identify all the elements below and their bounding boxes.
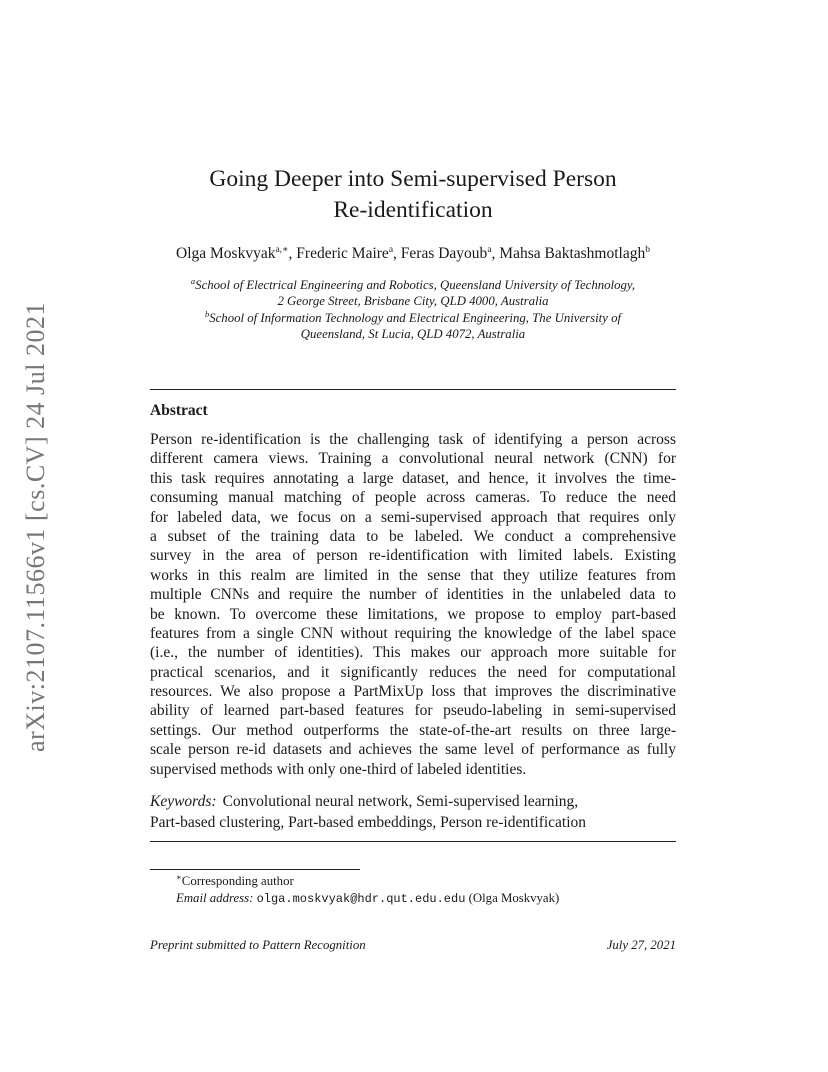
abstract-line: practical scenarios, and it significantly reduces the need for computational [150, 663, 676, 681]
abstract-line: consuming manual matching of people across cameras. To reduce the need [150, 489, 676, 507]
abstract-line: ability of learned part-based features for pseudo-labeling in semi-supervised [150, 702, 676, 720]
abstract-line: survey in the area of person re-identification with limited labels. Existing [150, 547, 676, 565]
preprint-journal: Preprint submitted to Pattern Recognition [150, 938, 366, 952]
preprint-date: July 27, 2021 [606, 938, 676, 952]
email-owner: (Olga Moskvyak) [468, 891, 560, 905]
email-label: Email address: [176, 891, 254, 905]
author-name: Mahsa Baktashmotlagh [499, 245, 646, 262]
author-affiliation-marker: b [645, 245, 650, 255]
arxiv-identifier: arXiv:2107.11566v1 [cs.CV] 24 Jul 2021 [21, 302, 50, 752]
abstract-body [150, 430, 676, 779]
author-separator: , [393, 245, 401, 262]
affiliation-b-marker: b [204, 308, 210, 319]
author-affiliation-marker: a [388, 245, 394, 255]
affiliation-b-text-1: School of Information Technology and Electrical Engineering, The University of [209, 310, 622, 325]
footnote [176, 873, 559, 908]
keywords-text-1: Convolutional neural network, Semi-supervised learning, [222, 793, 579, 810]
footnote-rule [150, 869, 360, 870]
author-name: Olga Moskvyak [176, 245, 276, 262]
abstract-line: different camera views. Training a convolutional neural network (CNN) for [150, 450, 676, 468]
author-affiliation-marker: a,∗ [275, 245, 289, 255]
abstract-line: for labeled data, we focus on a semi-supervised approach that requires only [150, 508, 676, 526]
abstract-line: this task requires annotating a large dataset, and hence, it involves the time- [150, 469, 676, 487]
abstract-line: (i.e., the number of identities). This makes our approach more suitable for [150, 644, 676, 662]
author-list [150, 244, 676, 264]
keywords-line-1 [150, 791, 676, 812]
arxiv-side-stamp [14, 292, 58, 762]
abstract-line: resources. We also propose a PartMixUp loss that improves the discriminative [150, 683, 676, 701]
title-line-1: Going Deeper into Semi-supervised Person [209, 166, 617, 192]
footnote-marker: ∗ [176, 872, 182, 882]
affiliations [150, 277, 676, 342]
author-separator: , [288, 245, 297, 262]
author-affiliation-marker: a [487, 245, 492, 255]
email-address: olga.moskvyak@hdr.qut.edu.edu [256, 892, 466, 906]
abstract-line: scale person re-id datasets and achieves the same level of performance as fully [150, 741, 676, 759]
keywords-block [150, 791, 676, 833]
title-line-2: Re-identification [333, 197, 493, 223]
abstract-line: multiple CNNs and require the number of identities in the unlabeled data to [150, 586, 676, 604]
preprint-footer [150, 938, 676, 953]
affiliation-a-line-2: 2 George Street, Brisbane City, QLD 4000, Australia [277, 294, 549, 309]
affiliation-b-line-2: Queensland, St Lucia, QLD 4072, Australia [300, 326, 526, 341]
keywords-label: Keywords: [150, 793, 217, 810]
abstract-top-rule [150, 389, 676, 390]
footnote-corresponding-text: Corresponding author [181, 874, 294, 888]
author-name: Feras Dayoub [400, 245, 488, 262]
abstract-line: a subset of the training data to be labeled. We conduct a comprehensive [150, 527, 676, 545]
abstract-line: Person re-identification is the challenging task of identifying a person across [150, 431, 676, 448]
footnote-corresponding [176, 873, 559, 890]
abstract-heading: Abstract [150, 402, 208, 419]
affiliation-a-line-1 [150, 277, 676, 293]
abstract-line: works in this realm are limited in the sense that they utilize features from [150, 566, 676, 584]
abstract-line: settings. Our method outperforms the state-of-the-art results on three large- [150, 721, 676, 739]
abstract-bottom-rule [150, 841, 676, 842]
abstract-line: supervised methods with only one-third of labeled identities. [150, 760, 527, 778]
affiliation-a-text-1: School of Electrical Engineering and Robotics, Queensland University of Technology, [195, 278, 636, 292]
footnote-email-line [176, 890, 559, 908]
paper-title [150, 164, 676, 226]
affiliation-a-marker: a [190, 276, 196, 286]
abstract-line: features from a single CNN without requiring the knowledge of the label space [150, 624, 676, 642]
author-separator: , [491, 245, 500, 262]
author-name: Frederic Maire [296, 245, 389, 262]
abstract-line: be known. To overcome these limitations, we propose to employ part-based [150, 605, 676, 623]
keywords-line-2: Part-based clustering, Part-based embeddings, Person re-identification [150, 814, 587, 831]
affiliation-b-line-1 [150, 310, 676, 326]
